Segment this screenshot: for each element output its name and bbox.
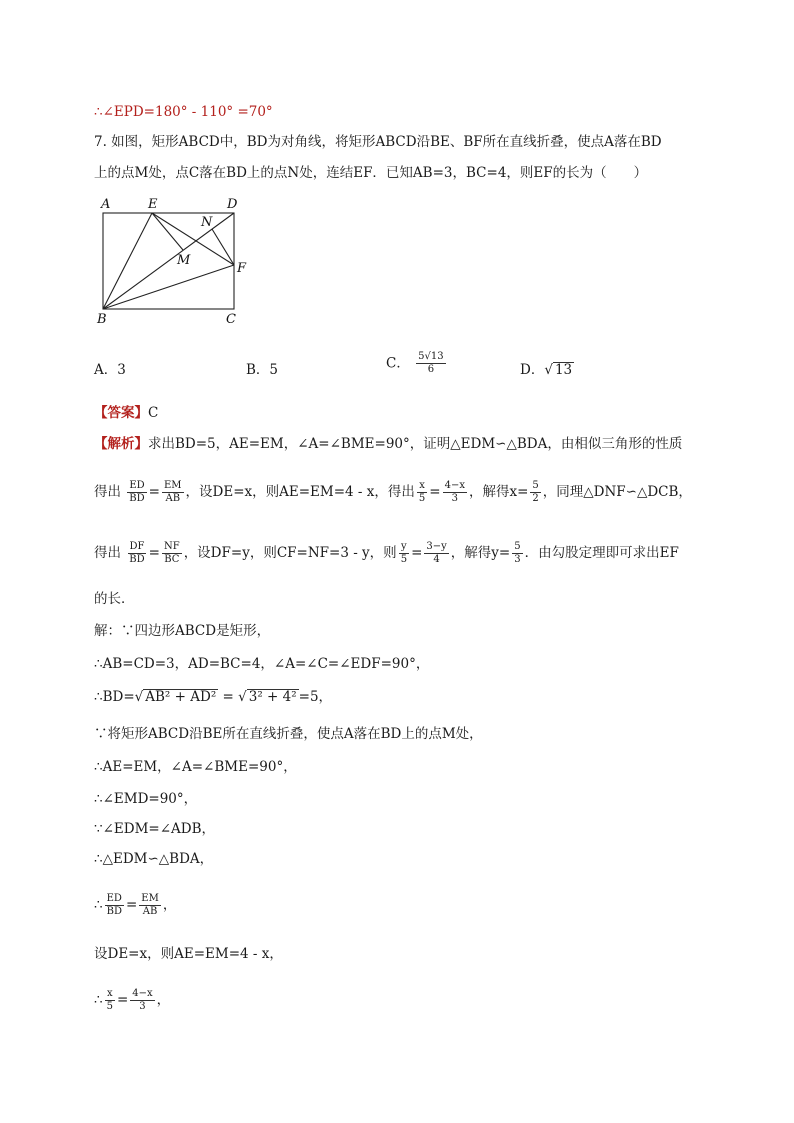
label-n: N (201, 215, 213, 230)
solution-line-6: ∴∠EMD=90°， (94, 791, 198, 807)
solution-line-3: ∴BD=√ AB² + AD² = √ 3² + 4² =5， (94, 689, 333, 705)
geometry-figure (90, 194, 260, 330)
solution-line-2: ∴AB=CD=3，AD=BC=4，∠A=∠C=∠EDF=90°， (94, 656, 430, 672)
label-a: A (101, 197, 111, 212)
option-d: D．√ 13 (520, 362, 573, 378)
answer-line: 【答案】C (94, 405, 159, 421)
solution-line-7: ∵∠EDM=∠ADB， (94, 821, 216, 837)
analysis-line-2: 得出 $\frac{ED}{BD}$ = $\frac{EM}{AB}$ ，设DE=x，则AE=EM=4 - x，得出 $\frac{x}{5}$ = $\frac{4-x}{3}$ ，解得x= $\frac{5}{2}$ ，同理△DNF∽△DCB， (94, 480, 692, 504)
option-a: A．3 (94, 362, 126, 378)
label-e: E (148, 197, 158, 212)
option-c: C． $\frac{5√13}{6}$ (386, 351, 444, 375)
top-line: ∴∠EPD=180° - 110° =70° (94, 104, 273, 120)
analysis-line-1: 【解析】求出BD=5，AE=EM，∠A=∠BME=90°，证明△EDM∽△BDA，由相似三角形的性质 (94, 436, 683, 452)
segment-ef (152, 213, 234, 265)
analysis-line-4: 的长． (94, 591, 135, 607)
question-line-2: 上的点M处，点C落在BD上的点N处，连结EF．已知AB=3，BC=4，则EF的长为（ ） (94, 165, 648, 181)
label-m: M (177, 253, 191, 268)
diagonal-bd (103, 213, 234, 309)
question-line-1: 7. 如图，矩形ABCD中，BD为对角线，将矩形ABCD沿BE、BF所在直线折叠，使点A落在BD (94, 134, 662, 150)
label-b: B (97, 312, 107, 327)
analysis-line-3: 得出 $\frac{DF}{BD}$ = $\frac{NF}{BC}$ ，设DF=y，则CF=NF=3 - y，则 $\frac{y}{5}$ = $\frac{3-y}{4}$ ，解得y= $\frac{5}{3}$ ．由勾股定理即可求出EF (94, 541, 679, 565)
solution-line-8: ∴△EDM∽△BDA， (94, 851, 214, 867)
solution-line-11: ∴ $\frac{x}{5}$ = $\frac{4-x}{3}$ ， (94, 988, 171, 1012)
solution-line-1: 解：∵四边形ABCD是矩形， (94, 623, 271, 639)
segment-em (152, 213, 183, 250)
solution-line-10: 设DE=x，则AE=EM=4 - x， (94, 946, 283, 962)
solution-line-9: ∴ $\frac{ED}{BD}$ = $\frac{EM}{AB}$ ， (94, 893, 177, 917)
option-b: B．5 (246, 362, 279, 378)
label-c: C (226, 312, 236, 327)
solution-line-5: ∴AE=EM，∠A=∠BME=90°， (94, 759, 297, 775)
segment-nf (212, 229, 234, 265)
label-f: F (237, 261, 247, 276)
solution-line-4: ∵将矩形ABCD沿BE所在直线折叠，使点A落在BD上的点M处， (94, 726, 483, 742)
label-d: D (227, 197, 238, 212)
